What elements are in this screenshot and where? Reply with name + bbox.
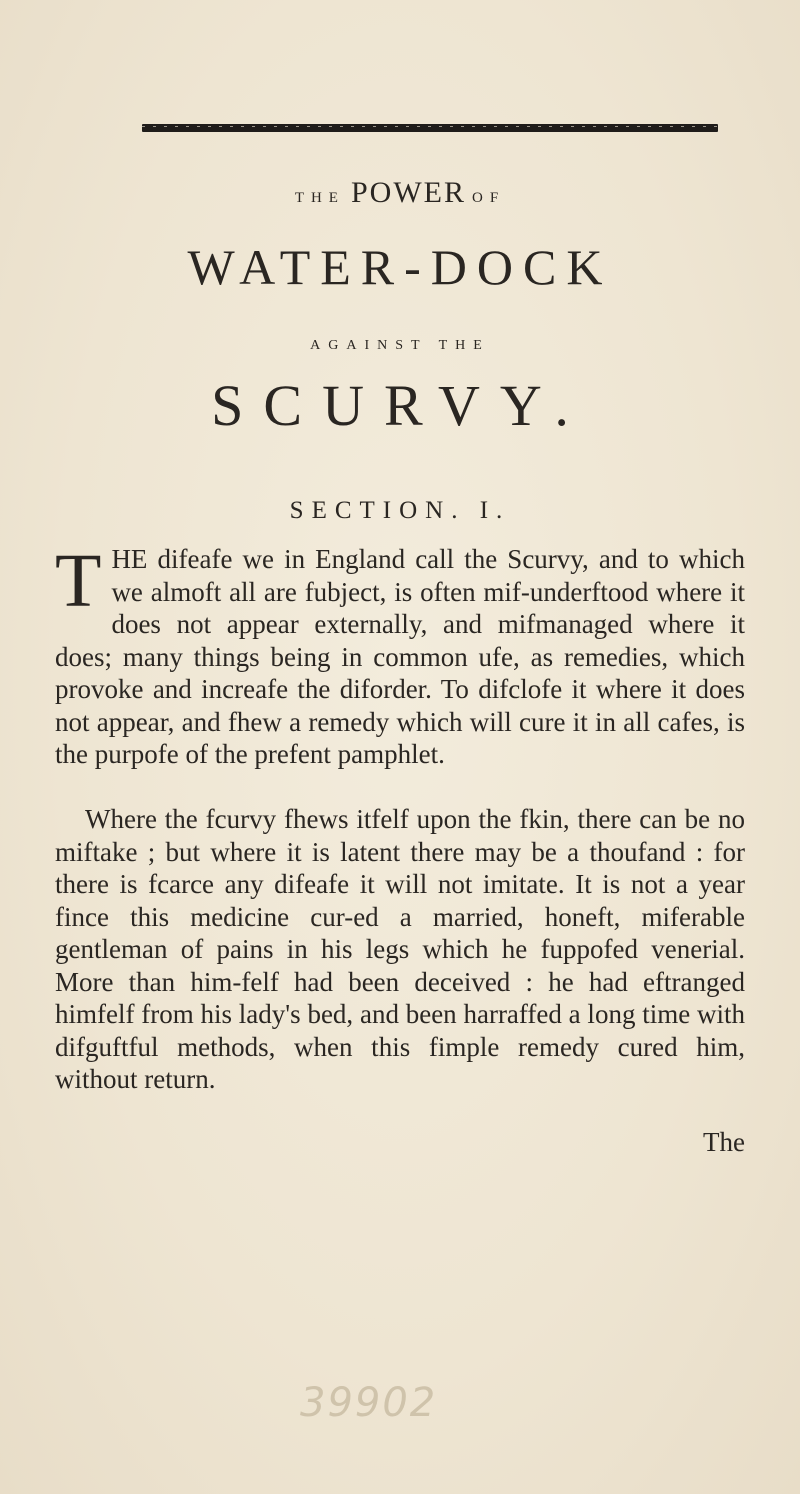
title-of: OF (471, 190, 506, 206)
title-the: THE (294, 190, 345, 206)
catchword: The (703, 1127, 745, 1157)
paragraph-1-text: HE difeafe we in England call the Scurvy, and to which we almoft all are fubject, is often mif-underftood where it does not appear externally, and mifmanaged where it does; many things being in common ufe, as remedies, which provoke and increafe the diforder. To difclofe it where it does not appear, and fhew a remedy which will cure it in all cafes, is the purpofe of the prefent pamphlet. (55, 544, 745, 769)
title-power: POWER (350, 176, 466, 209)
paragraph-2-text: Where the fcurvy fhews itfelf upon the fkin, there can be no miftake ; but where it is latent there may be a thoufand : for there is fcarce any difeafe it will not imitate. It is not a year fince this medicine cur-ed a married, honeft, miferable gentleman of pains in his legs which he fuppofed venerial. More than him-felf had been deceived : he had eftranged himfelf from his lady's bed, and been harraffed a long time with difguftful methods, when this fimple remedy cured him, without return. (55, 804, 745, 1094)
drop-cap: T (55, 539, 102, 623)
title-main: WATER-DOCK (187, 239, 613, 295)
paragraph-1 (55, 539, 745, 771)
paragraph-2 (55, 803, 745, 1096)
title-subject: SCURVY. (211, 373, 589, 438)
section-heading: SECTION. I. (289, 497, 511, 524)
manuscript-note: 39902 (300, 1380, 438, 1426)
title-line-power-of (0, 176, 800, 210)
title-against: AGAINST THE (310, 338, 490, 353)
top-ornamental-rule (142, 124, 718, 132)
